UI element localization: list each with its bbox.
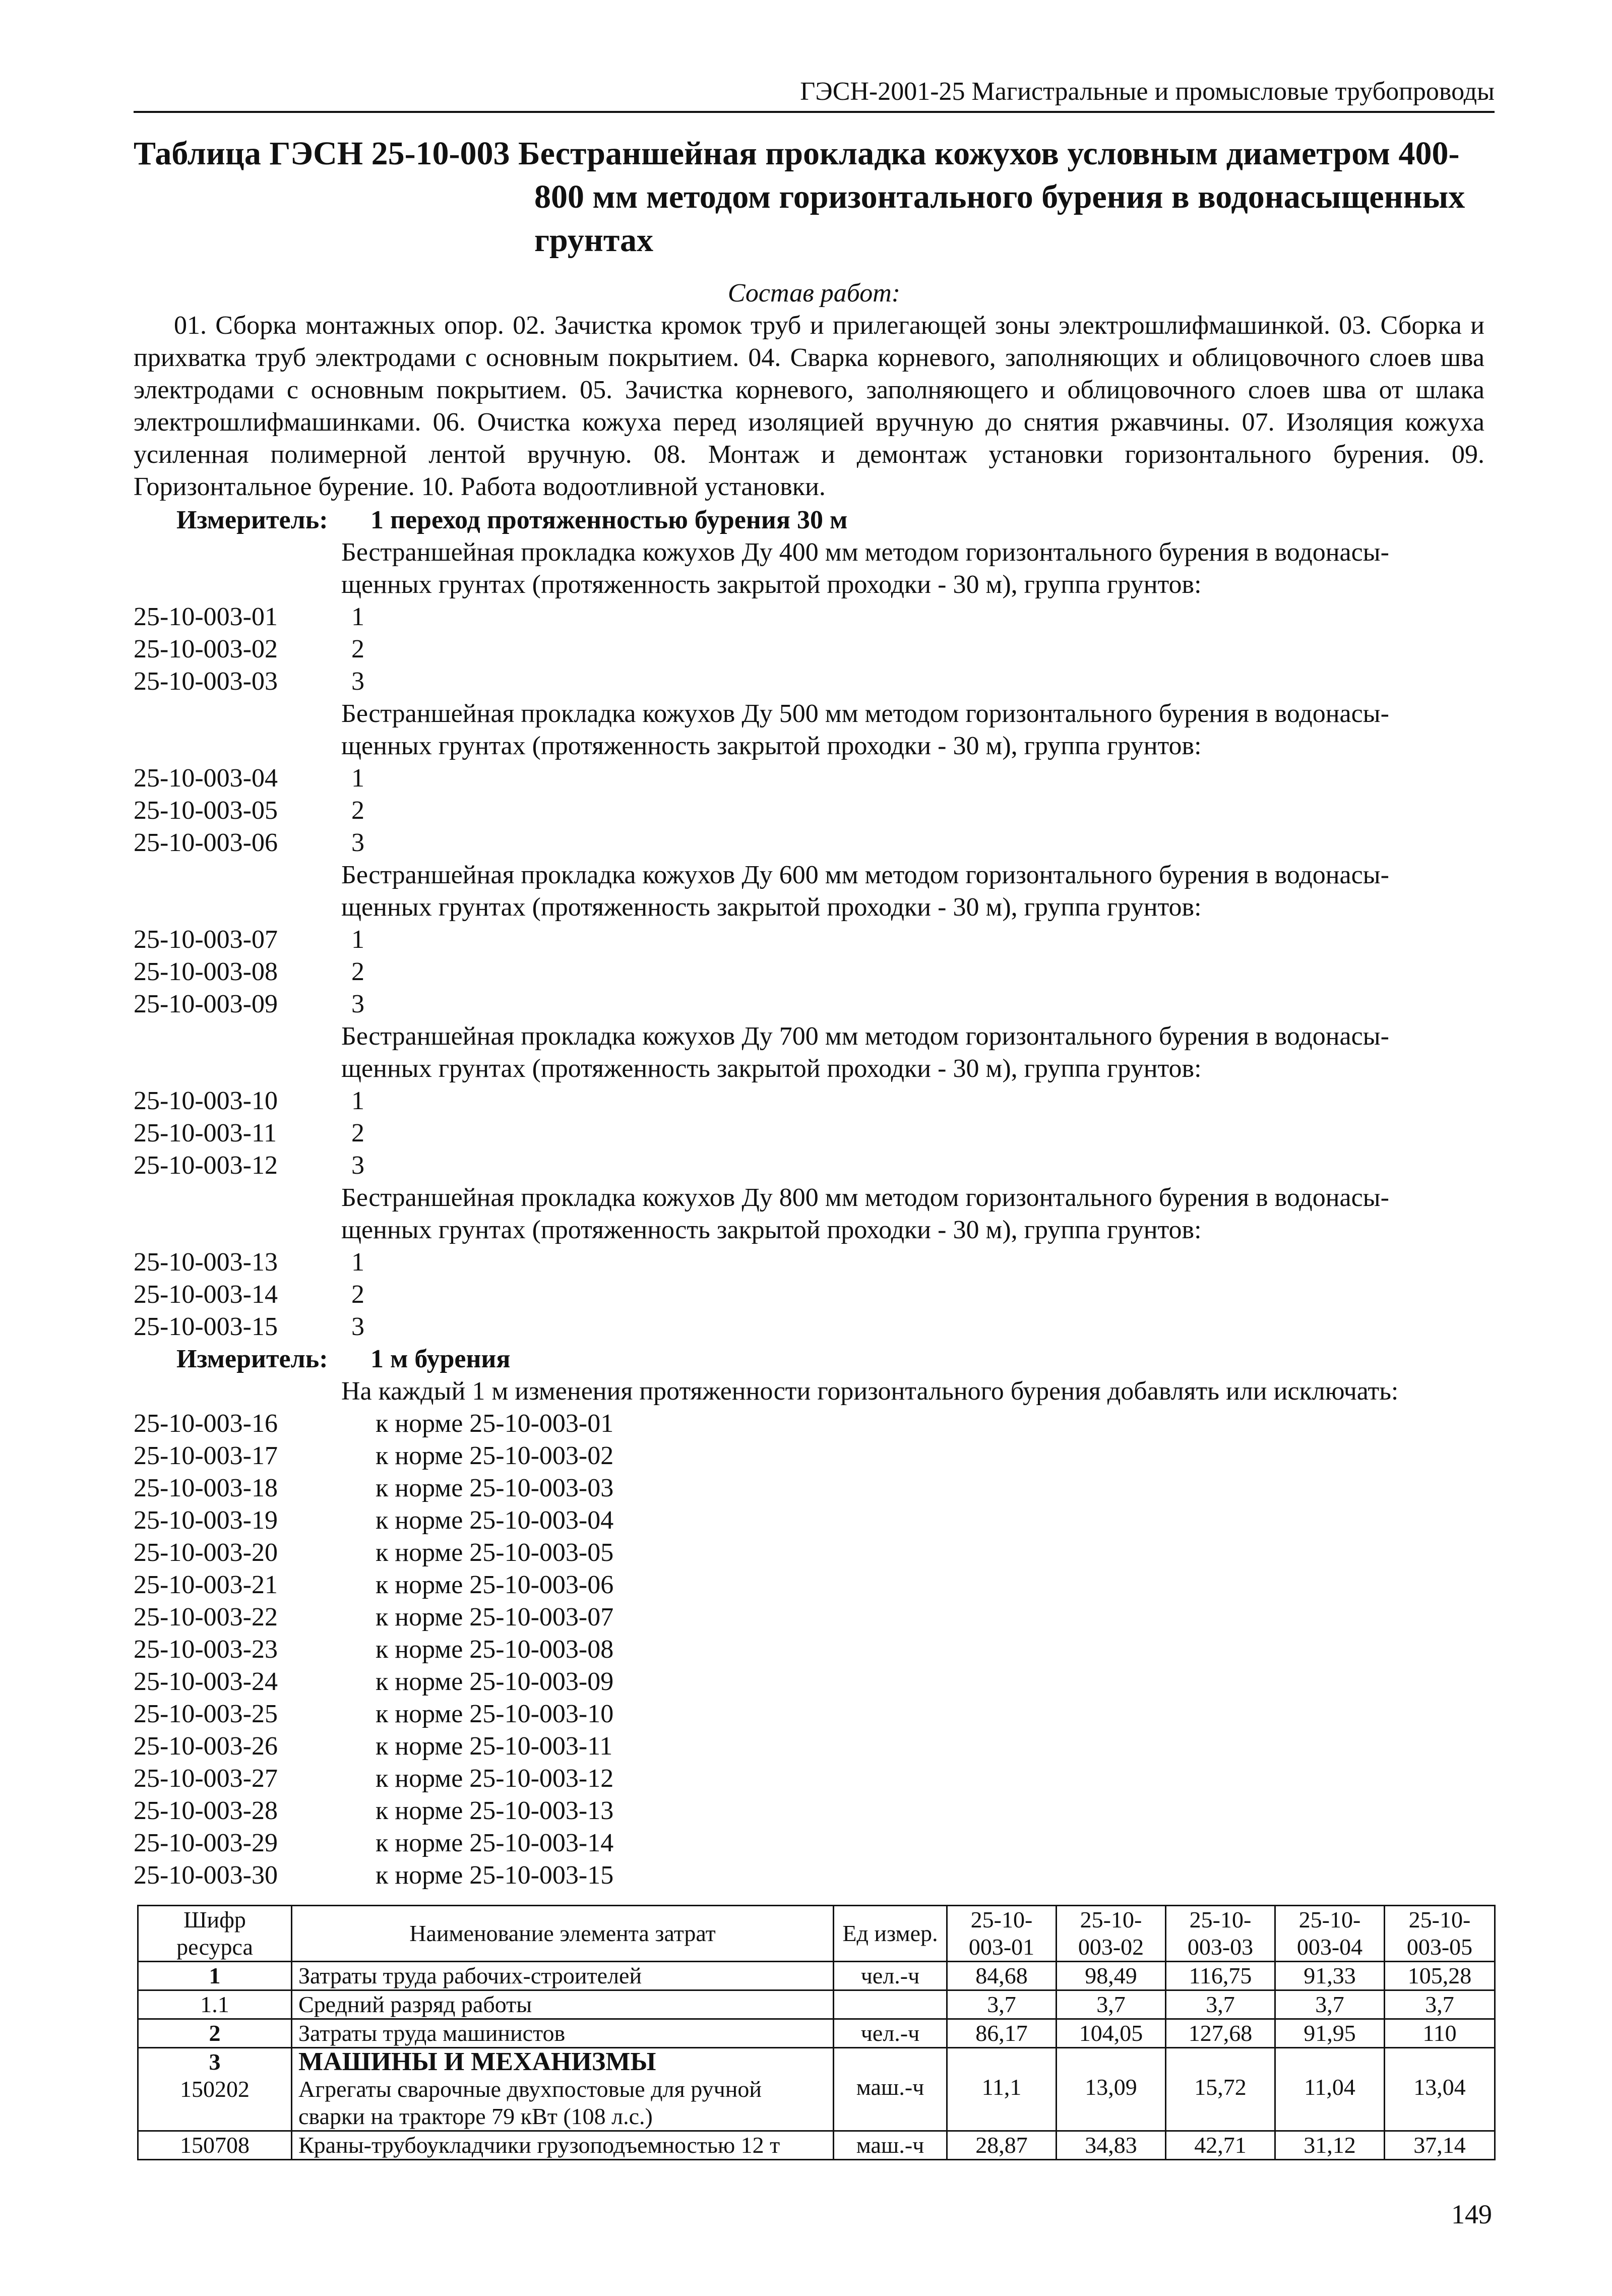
norm-row bbox=[134, 795, 1495, 827]
resource-code: 2 bbox=[138, 2019, 292, 2048]
group-description: Бестраншейная прокладка кожухов Ду 700 мм методом горизонтального бурения в водонасы- bbox=[341, 1022, 1389, 1051]
norm-reference: к норме 25-10-003-12 bbox=[376, 1764, 614, 1793]
norm-row bbox=[134, 666, 1495, 698]
norm-row bbox=[134, 1150, 1495, 1182]
resource-value: 3,7 bbox=[1275, 1990, 1385, 2019]
header-unit: Ед измер. bbox=[834, 1906, 947, 1962]
resource-unit: чел.-ч bbox=[834, 2019, 947, 2048]
resource-value: 104,05 bbox=[1057, 2019, 1166, 2048]
norm-reference: к норме 25-10-003-07 bbox=[376, 1603, 614, 1632]
norm-reference: к норме 25-10-003-01 bbox=[376, 1409, 614, 1438]
soil-group: 2 bbox=[351, 1280, 364, 1309]
norm-reference: к норме 25-10-003-03 bbox=[376, 1474, 614, 1502]
addition-description: На каждый 1 м изменения протяженности горизонтального бурения добавлять или исключать: bbox=[341, 1377, 1399, 1406]
norm-row bbox=[134, 601, 1495, 633]
norm-reference: к норме 25-10-003-09 bbox=[376, 1667, 614, 1696]
header-rule bbox=[134, 111, 1495, 113]
addition-row bbox=[134, 1827, 1495, 1859]
addition-row bbox=[134, 1795, 1495, 1827]
norm-code: 25-10-003-10 bbox=[134, 1086, 278, 1115]
title-line-3: грунтах bbox=[534, 222, 654, 259]
resource-value: 98,49 bbox=[1057, 1962, 1166, 1990]
header-norm: 25-10-003-03 bbox=[1166, 1906, 1275, 1962]
resource-code: 1 bbox=[138, 1962, 292, 1990]
group-description: Бестраншейная прокладка кожухов Ду 400 мм методом горизонтального бурения в водонасы- bbox=[341, 538, 1389, 567]
addition-row bbox=[134, 1440, 1495, 1472]
resource-unit: чел.-ч bbox=[834, 1962, 947, 1990]
header-norm: 25-10-003-04 bbox=[1275, 1906, 1385, 1962]
norm-code: 25-10-003-03 bbox=[134, 667, 278, 696]
resource-value: 84,68 bbox=[947, 1962, 1057, 1990]
resource-code: 150202 bbox=[180, 2076, 250, 2102]
resource-value: 3,7 bbox=[1385, 1990, 1495, 2019]
resource-code: 150708 bbox=[138, 2131, 292, 2160]
resource-code: 1.1 bbox=[138, 1990, 292, 2019]
soil-group: 3 bbox=[351, 990, 364, 1018]
norm-code: 25-10-003-25 bbox=[134, 1700, 278, 1728]
meter-value: 1 переход протяженностью бурения 30 м bbox=[370, 506, 848, 534]
norm-code: 25-10-003-04 bbox=[134, 764, 278, 793]
table-row bbox=[138, 2048, 1495, 2131]
meter-line-2 bbox=[134, 1343, 1495, 1375]
norm-reference: к норме 25-10-003-15 bbox=[376, 1861, 614, 1890]
norm-row bbox=[134, 1117, 1495, 1150]
norm-reference: к норме 25-10-003-11 bbox=[376, 1732, 613, 1761]
addition-row bbox=[134, 1859, 1495, 1892]
soil-group: 2 bbox=[351, 635, 364, 663]
resource-value: 13,04 bbox=[1385, 2048, 1495, 2131]
soil-group: 3 bbox=[351, 667, 364, 696]
works-text: 01. Сборка монтажных опор. 02. Зачистка кромок труб и прилегающей зоны электрошлифмашинкой. 03. Сборка и прихватка труб электродами с основным покрытием. 04. Сварка корневого, заполняющих и облицовочного слоев шва электродами с основным покрытием. 05. Зачистка корневого, заполняющего и облицовочного слоев шва от шлака электрошлифмашинками. 06. Очистка кожуха перед изоляцией вручную до снятия ржавчины. 07. Изоляция кожуха усиленная полимерной лентой вручную. 08. Монтаж и демонтаж установки горизонтального бурения. 09. Горизонтальное бурение. 10. Работа водоотливной установки. bbox=[134, 311, 1484, 501]
resource-name: Краны-трубоукладчики грузоподъемностью 12 т bbox=[292, 2131, 834, 2160]
group-description: Бестраншейная прокладка кожухов Ду 800 мм методом горизонтального бурения в водонасы- bbox=[341, 1183, 1389, 1212]
group-description: щенных грунтах (протяженность закрытой проходки - 30 м), группа грунтов: bbox=[341, 732, 1202, 760]
norm-code: 25-10-003-24 bbox=[134, 1667, 278, 1696]
addition-row bbox=[134, 1408, 1495, 1440]
header-name: Наименование элемента затрат bbox=[292, 1906, 834, 1962]
resource-value: 15,72 bbox=[1166, 2048, 1275, 2131]
norm-code: 25-10-003-13 bbox=[134, 1248, 278, 1277]
norm-code: 25-10-003-22 bbox=[134, 1603, 278, 1632]
norm-row bbox=[134, 1246, 1495, 1279]
norm-reference: к норме 25-10-003-02 bbox=[376, 1441, 614, 1470]
meter-value: 1 м бурения bbox=[370, 1345, 511, 1373]
group-description: Бестраншейная прокладка кожухов Ду 600 мм методом горизонтального бурения в водонасы- bbox=[341, 861, 1389, 889]
norm-reference: к норме 25-10-003-04 bbox=[376, 1506, 614, 1535]
soil-group: 1 bbox=[351, 602, 364, 631]
norm-code: 25-10-003-29 bbox=[134, 1829, 278, 1857]
norm-list bbox=[134, 504, 1495, 1892]
works-caption: Состав работ: bbox=[727, 279, 901, 308]
norm-reference: к норме 25-10-003-06 bbox=[376, 1570, 614, 1599]
addition-row bbox=[134, 1763, 1495, 1795]
norm-row bbox=[134, 1311, 1495, 1343]
resource-value: 110 bbox=[1385, 2019, 1495, 2048]
addition-row bbox=[134, 1634, 1495, 1666]
meter-label: Измеритель: bbox=[176, 1345, 328, 1373]
soil-group: 2 bbox=[351, 957, 364, 986]
table-row bbox=[138, 1962, 1495, 1990]
resource-value: 3,7 bbox=[1057, 1990, 1166, 2019]
section-name-block bbox=[292, 2048, 834, 2131]
addition-row bbox=[134, 1730, 1495, 1763]
norm-code: 25-10-003-19 bbox=[134, 1506, 278, 1535]
soil-group: 1 bbox=[351, 925, 364, 954]
section-block bbox=[138, 2048, 292, 2131]
norm-row bbox=[134, 633, 1495, 666]
norm-code: 25-10-003-06 bbox=[134, 828, 278, 857]
table-row bbox=[138, 1990, 1495, 2019]
page-number: 149 bbox=[1451, 2199, 1492, 2229]
table-row bbox=[138, 2131, 1495, 2160]
norm-row bbox=[134, 827, 1495, 859]
section-title: МАШИНЫ И МЕХАНИЗМЫ bbox=[298, 2047, 656, 2076]
resource-name: Средний разряд работы bbox=[292, 1990, 834, 2019]
resource-value: 105,28 bbox=[1385, 1962, 1495, 1990]
resource-value: 42,71 bbox=[1166, 2131, 1275, 2160]
resource-table bbox=[137, 1905, 1496, 2160]
resource-value: 11,1 bbox=[947, 2048, 1057, 2131]
norm-row bbox=[134, 762, 1495, 795]
header-norm: 25-10-003-01 bbox=[947, 1906, 1057, 1962]
norm-code: 25-10-003-12 bbox=[134, 1151, 278, 1180]
header-norm: 25-10-003-02 bbox=[1057, 1906, 1166, 1962]
title-text-1: Бестраншейная прокладка кожухов условным диаметром 400- bbox=[518, 135, 1460, 172]
norm-code: 25-10-003-08 bbox=[134, 957, 278, 986]
addition-row bbox=[134, 1666, 1495, 1698]
soil-group: 1 bbox=[351, 1086, 364, 1115]
resource-unit: маш.-ч bbox=[834, 2131, 947, 2160]
resource-unit bbox=[834, 1990, 947, 2019]
norm-code: 25-10-003-16 bbox=[134, 1409, 278, 1438]
resource-value: 34,83 bbox=[1057, 2131, 1166, 2160]
resource-value: 11,04 bbox=[1275, 2048, 1385, 2131]
norm-code: 25-10-003-05 bbox=[134, 796, 278, 825]
resource-value: 37,14 bbox=[1385, 2131, 1495, 2160]
soil-group: 2 bbox=[351, 1119, 364, 1147]
norm-row bbox=[134, 956, 1495, 988]
resource-value: 28,87 bbox=[947, 2131, 1057, 2160]
norm-code: 25-10-003-21 bbox=[134, 1570, 278, 1599]
resource-value: 13,09 bbox=[1057, 2048, 1166, 2131]
resource-value: 31,12 bbox=[1275, 2131, 1385, 2160]
title-prefix: Таблица ГЭСН 25-10-003 bbox=[134, 135, 510, 172]
norm-row bbox=[134, 924, 1495, 956]
norm-code: 25-10-003-30 bbox=[134, 1861, 278, 1890]
norm-reference: к норме 25-10-003-14 bbox=[376, 1829, 614, 1857]
group-description: щенных грунтах (протяженность закрытой проходки - 30 м), группа грунтов: bbox=[341, 893, 1202, 922]
norm-code: 25-10-003-02 bbox=[134, 635, 278, 663]
norm-reference: к норме 25-10-003-13 bbox=[376, 1796, 614, 1825]
resource-value: 91,33 bbox=[1275, 1962, 1385, 1990]
norm-reference: к норме 25-10-003-10 bbox=[376, 1700, 614, 1728]
table-row bbox=[138, 2019, 1495, 2048]
group-description: Бестраншейная прокладка кожухов Ду 500 мм методом горизонтального бурения в водонасы- bbox=[341, 699, 1389, 728]
table-header-row bbox=[138, 1906, 1495, 1962]
norm-row bbox=[134, 1279, 1495, 1311]
title-line-1 bbox=[134, 132, 1495, 175]
norm-reference: к норме 25-10-003-05 bbox=[376, 1538, 614, 1567]
resource-name: Агрегаты сварочные двухпостовые для ручной сварки на тракторе 79 кВт (108 л.с.) bbox=[298, 2076, 762, 2129]
addition-row bbox=[134, 1698, 1495, 1730]
header-code: Шифр ресурса bbox=[138, 1906, 292, 1962]
section-code: 3 bbox=[209, 2049, 221, 2075]
addition-row bbox=[134, 1569, 1495, 1601]
soil-group: 3 bbox=[351, 1151, 364, 1180]
resource-value: 3,7 bbox=[1166, 1990, 1275, 2019]
addition-row bbox=[134, 1504, 1495, 1537]
group-description: щенных грунтах (протяженность закрытой проходки - 30 м), группа грунтов: bbox=[341, 570, 1202, 599]
norm-code: 25-10-003-09 bbox=[134, 990, 278, 1018]
norm-code: 25-10-003-26 bbox=[134, 1732, 278, 1761]
resource-value: 86,17 bbox=[947, 2019, 1057, 2048]
soil-group: 2 bbox=[351, 796, 364, 825]
addition-row bbox=[134, 1472, 1495, 1504]
title-line-2: 800 мм методом горизонтального бурения в водонасыщенных bbox=[534, 178, 1465, 215]
addition-row bbox=[134, 1601, 1495, 1634]
norm-row bbox=[134, 1085, 1495, 1117]
soil-group: 3 bbox=[351, 828, 364, 857]
norm-code: 25-10-003-15 bbox=[134, 1312, 278, 1341]
resource-value: 3,7 bbox=[947, 1990, 1057, 2019]
norm-code: 25-10-003-18 bbox=[134, 1474, 278, 1502]
soil-group: 3 bbox=[351, 1312, 364, 1341]
resource-value: 127,68 bbox=[1166, 2019, 1275, 2048]
norm-reference: к норме 25-10-003-08 bbox=[376, 1635, 614, 1664]
header-norm: 25-10-003-05 bbox=[1385, 1906, 1495, 1962]
meter-line-1 bbox=[134, 504, 1495, 536]
resource-value: 116,75 bbox=[1166, 1962, 1275, 1990]
meter-label: Измеритель: bbox=[176, 506, 328, 534]
norm-code: 25-10-003-23 bbox=[134, 1635, 278, 1664]
resource-value: 91,95 bbox=[1275, 2019, 1385, 2048]
soil-group: 1 bbox=[351, 1248, 364, 1277]
resource-name: Затраты труда рабочих-строителей bbox=[292, 1962, 834, 1990]
norm-code: 25-10-003-14 bbox=[134, 1280, 278, 1309]
running-header: ГЭСН-2001-25 Магистральные и промысловые трубопроводы bbox=[800, 77, 1495, 106]
table-title bbox=[134, 132, 1495, 262]
norm-row bbox=[134, 988, 1495, 1020]
norm-code: 25-10-003-28 bbox=[134, 1796, 278, 1825]
group-description: щенных грунтах (протяженность закрытой проходки - 30 м), группа грунтов: bbox=[341, 1216, 1202, 1244]
group-description: щенных грунтах (протяженность закрытой проходки - 30 м), группа грунтов: bbox=[341, 1054, 1202, 1083]
norm-code: 25-10-003-11 bbox=[134, 1119, 277, 1147]
norm-code: 25-10-003-27 bbox=[134, 1764, 278, 1793]
resource-name: Затраты труда машинистов bbox=[292, 2019, 834, 2048]
soil-group: 1 bbox=[351, 764, 364, 793]
norm-code: 25-10-003-17 bbox=[134, 1441, 278, 1470]
norm-code: 25-10-003-07 bbox=[134, 925, 278, 954]
resource-unit: маш.-ч bbox=[834, 2048, 947, 2131]
norm-code: 25-10-003-20 bbox=[134, 1538, 278, 1567]
norm-code: 25-10-003-01 bbox=[134, 602, 278, 631]
addition-row bbox=[134, 1537, 1495, 1569]
